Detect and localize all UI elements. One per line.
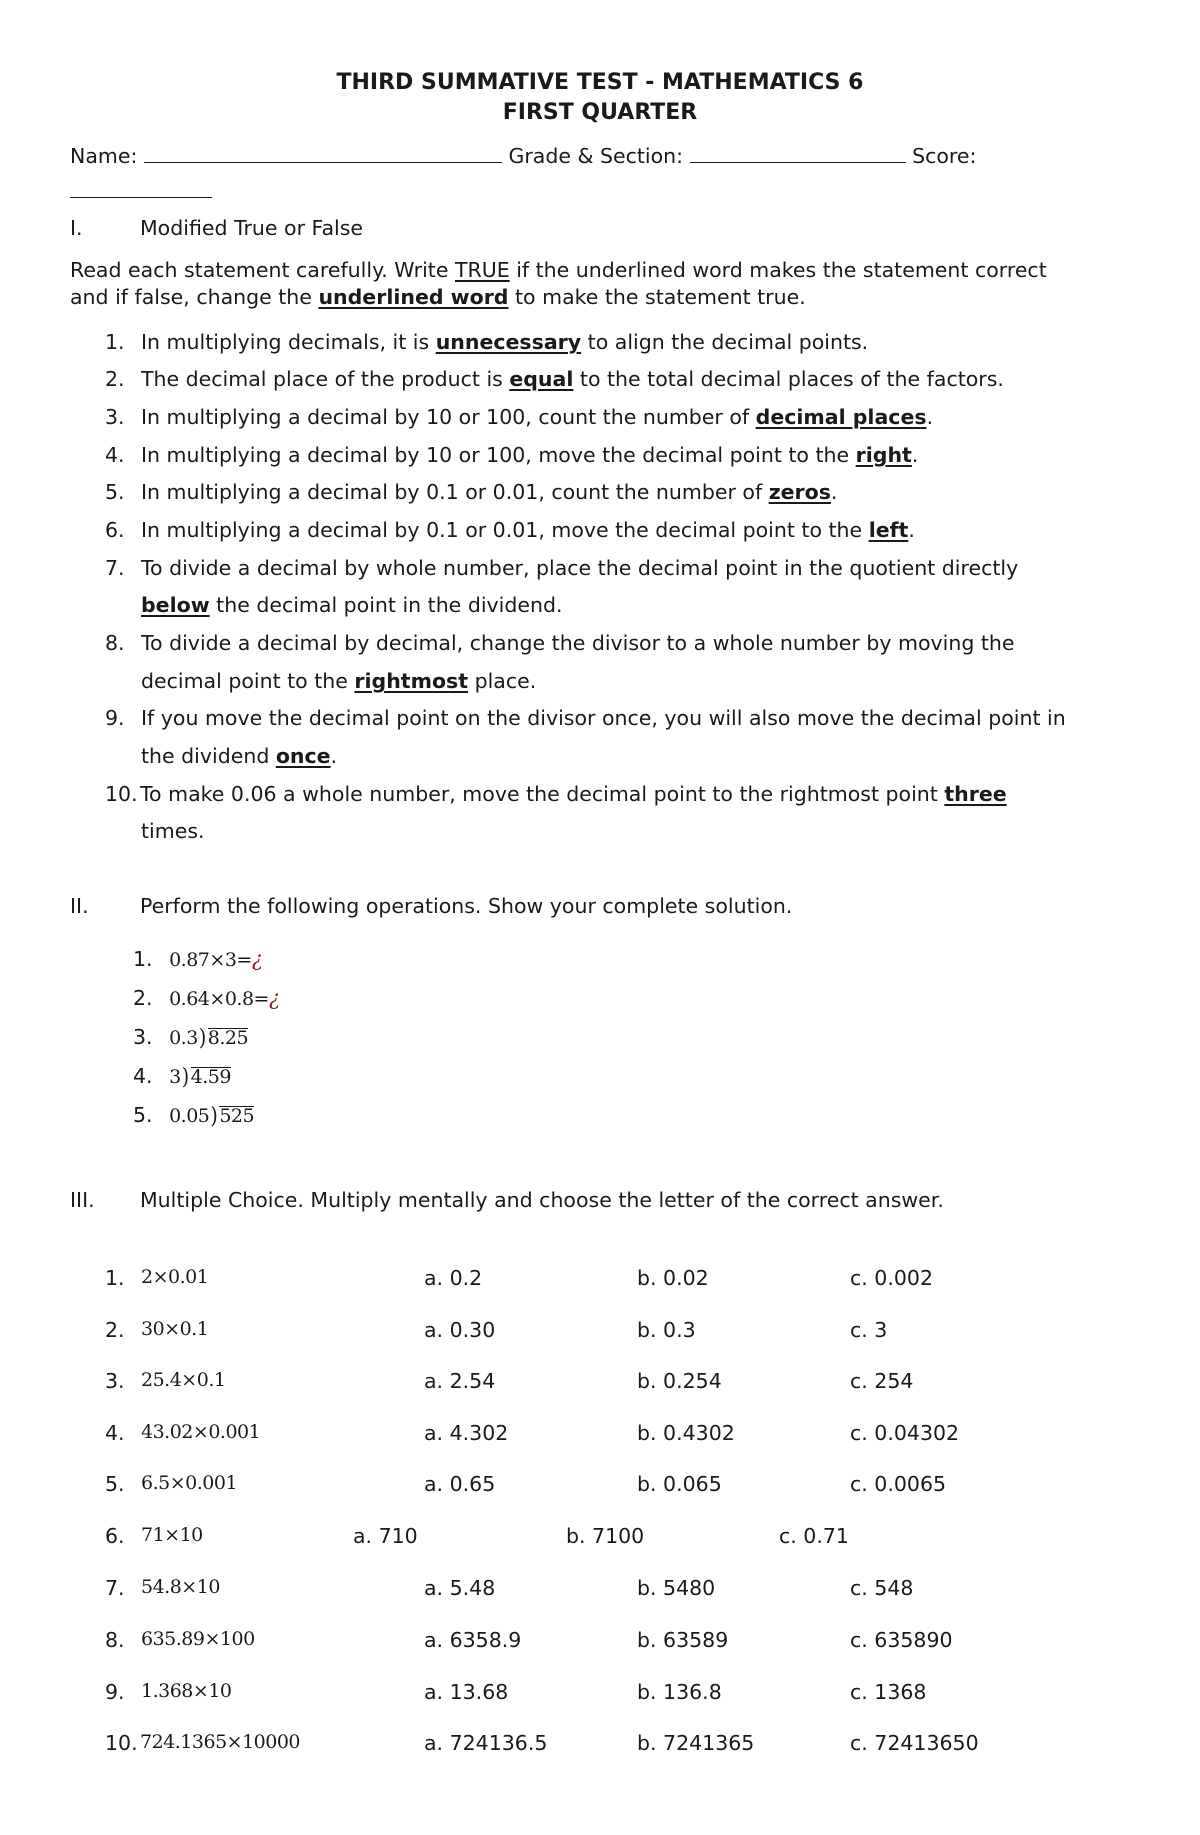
mc-question: 25.4×0.1 (141, 1369, 226, 1391)
choice-b[interactable]: b. 0.3 (637, 1318, 696, 1342)
mc-question: 43.02×0.001 (141, 1421, 261, 1443)
choice-b[interactable]: b. 0.02 (637, 1266, 709, 1290)
choice-a[interactable]: a. 710 (353, 1524, 418, 1548)
long-division-bracket-icon: ) (198, 1024, 206, 1052)
choice-a[interactable]: a. 2.54 (424, 1369, 496, 1393)
missing-answer-glyph: ¿ (268, 986, 280, 1010)
name-label: Name: (70, 144, 138, 168)
underlined-term: below (141, 593, 210, 617)
true-keyword: TRUE (454, 258, 510, 282)
mc-question: 2×0.01 (141, 1266, 209, 1288)
choice-a[interactable]: a. 6358.9 (424, 1628, 522, 1652)
mc-question: 724.1365×10000 (140, 1731, 301, 1753)
part2-heading: Perform the following operations. Show your complete solution. (140, 894, 793, 918)
choice-c[interactable]: c. 0.0065 (850, 1472, 947, 1496)
choice-b[interactable]: b. 0.065 (637, 1472, 722, 1496)
underlined-term: rightmost (354, 669, 469, 693)
choice-c[interactable]: c. 635890 (850, 1628, 953, 1652)
list-item: 4. 3) 4.59 (133, 1063, 231, 1091)
choice-b[interactable]: b. 0.4302 (637, 1421, 735, 1445)
grade-blank[interactable] (690, 162, 906, 163)
missing-answer-glyph: ¿ (251, 947, 263, 971)
division-dividend: 4.59 (190, 1066, 231, 1088)
test-title: THIRD SUMMATIVE TEST - MATHEMATICS 6 (336, 70, 864, 95)
underlined-term: unnecessary (435, 330, 582, 354)
mc-question: 635.89×100 (141, 1628, 255, 1650)
choice-c[interactable]: c. 72413650 (850, 1731, 979, 1755)
choice-b[interactable]: b. 7241365 (637, 1731, 755, 1755)
name-blank[interactable] (144, 162, 502, 163)
math-expression: 0.64×0.8= (169, 988, 269, 1010)
mc-question: 6.5×0.001 (141, 1472, 238, 1494)
mc-question: 30×0.1 (141, 1318, 209, 1340)
mc-question: 71×10 (141, 1524, 203, 1546)
choice-c[interactable]: c. 254 (850, 1369, 914, 1393)
choice-c[interactable]: c. 1368 (850, 1680, 927, 1704)
underlined-term: once (275, 744, 331, 768)
list-item: 3. 0.3) 8.25 (133, 1024, 249, 1052)
choice-c[interactable]: c. 0.002 (850, 1266, 933, 1290)
part1-instructions-line1: Read each statement carefully. Write TRUE if the underlined word makes the statement correct (70, 258, 1047, 282)
underlined-word-keyword: underlined word (318, 285, 509, 309)
math-expression: 0.87×3= (169, 949, 252, 971)
choice-a[interactable]: a. 4.302 (424, 1421, 509, 1445)
choice-b[interactable]: b. 7100 (566, 1524, 645, 1548)
underlined-term: equal (509, 367, 574, 391)
underlined-term: zeros (768, 480, 831, 504)
underlined-term: decimal places (755, 405, 927, 429)
test-subtitle: FIRST QUARTER (502, 100, 698, 125)
grade-label: Grade & Section: (508, 144, 684, 168)
division-dividend: 525 (219, 1105, 255, 1127)
part3-heading: Multiple Choice. Multiply mentally and choose the letter of the correct answer. (140, 1188, 944, 1212)
part1-numeral: I. (70, 216, 83, 240)
student-fields (70, 144, 976, 168)
long-division-bracket-icon: ) (210, 1102, 218, 1130)
choice-c[interactable]: c. 0.04302 (850, 1421, 960, 1445)
division-divisor: 3 (169, 1066, 181, 1088)
division-dividend: 8.25 (207, 1027, 249, 1049)
division-divisor: 0.3 (169, 1027, 198, 1049)
score-blank[interactable] (70, 177, 212, 198)
choice-b[interactable]: b. 63589 (637, 1628, 729, 1652)
division-divisor: 0.05 (169, 1105, 210, 1127)
mc-question: 54.8×10 (141, 1576, 220, 1598)
choice-b[interactable]: b. 136.8 (637, 1680, 722, 1704)
part2-numeral: II. (70, 894, 89, 918)
list-item: 5. 0.05) 525 (133, 1102, 255, 1130)
choice-c[interactable]: c. 0.71 (779, 1524, 849, 1548)
part3-numeral: III. (70, 1188, 95, 1212)
choice-a[interactable]: a. 0.30 (424, 1318, 496, 1342)
choice-a[interactable]: a. 0.65 (424, 1472, 496, 1496)
part1-instructions-line2: and if false, change the underlined word to make the statement true. (70, 285, 806, 309)
underlined-term: left (868, 518, 909, 542)
choice-b[interactable]: b. 5480 (637, 1576, 716, 1600)
underlined-term: right (855, 443, 912, 467)
mc-question: 1.368×10 (141, 1680, 232, 1702)
choice-a[interactable]: a. 5.48 (424, 1576, 496, 1600)
underlined-term: three (944, 782, 1007, 806)
choice-a[interactable]: a. 724136.5 (424, 1731, 548, 1755)
score-label: Score: (912, 144, 977, 168)
choice-b[interactable]: b. 0.254 (637, 1369, 722, 1393)
choice-c[interactable]: c. 548 (850, 1576, 914, 1600)
list-item: 1. 0.87×3=¿ (133, 947, 263, 971)
part1-heading: Modified True or False (140, 216, 363, 240)
choice-a[interactable]: a. 13.68 (424, 1680, 509, 1704)
list-item: 2. 0.64×0.8=¿ (133, 986, 280, 1010)
choice-c[interactable]: c. 3 (850, 1318, 888, 1342)
test-page: THIRD SUMMATIVE TEST - MATHEMATICS 6 FIRST QUARTER Name: Grade & Section: Score: I. Modified True or False Read each statement carefully. Write TRUE if the underlined word makes the statement correct and if false, change the underlined word to make the statement true. 1. In multiplying decimals, it is unnecessary to align the decimal points. 2. The decimal place of the product is equal to the total decimal places of the factors. 3. In multiplying a decimal by 10 or 100, count the number of decimal places. 4. In multiplying a decimal by 10 or 100, move the decimal point to the right. 5. In multiplying a decimal by 0.1 or 0.01, count the number of zeros. 6. In multiplying a decimal by 0.1 or 0.01, move the decimal point to the left. 7. To divide a decimal by whole number, place the decimal point in the quotient directly below the decimal point in the dividend. 8. To divide a decimal by decimal, change the divisor to a whole number by moving the decimal point to the rightmost place. 9. If you move the decimal point on the divisor once, you will also move the decimal point in the dividend once. 10. To make 0.06 a whole number, move the decimal point to the rightmost point three times. II. Perform the following operations. Show your complete solution. 1. 0.87×3=¿ 2. 0.64×0.8=¿ 3. 0.3) 8.25 4. 3) 4.59 5. 0.05) 525 III. Multiple Choice. Multiply mentally and choose the letter of the correct answer. 1. 2×0.01 a. 0.2 b. 0.02 c. 0.002 2. 30×0.1 a. 0.30 b. 0.3 c. 3 3. 25.4×0.1 a. 2.54 b. 0.254 c. 254 4. 43.02×0.001 a. 4.302 b. 0.4302 c. 0.04302 5. 6.5×0.001 a. 0.65 b. 0.065 c. 0.0065 6. 71×10 a. 710 b. 7100 c. 0.71 7. 54.8×10 a. 5.48 b. 5480 c. 548 8. 635.89×100 a. 6358.9 b. 63589 c. 635890 9. 1.368×10 a. 13.68 b. 136.8 c. 1368 10. 724.1365×10000 a. 724136.5 b. 7241365 c. 72413650 (0, 0, 1200, 1835)
choice-a[interactable]: a. 0.2 (424, 1266, 483, 1290)
long-division-bracket-icon: ) (181, 1063, 189, 1091)
